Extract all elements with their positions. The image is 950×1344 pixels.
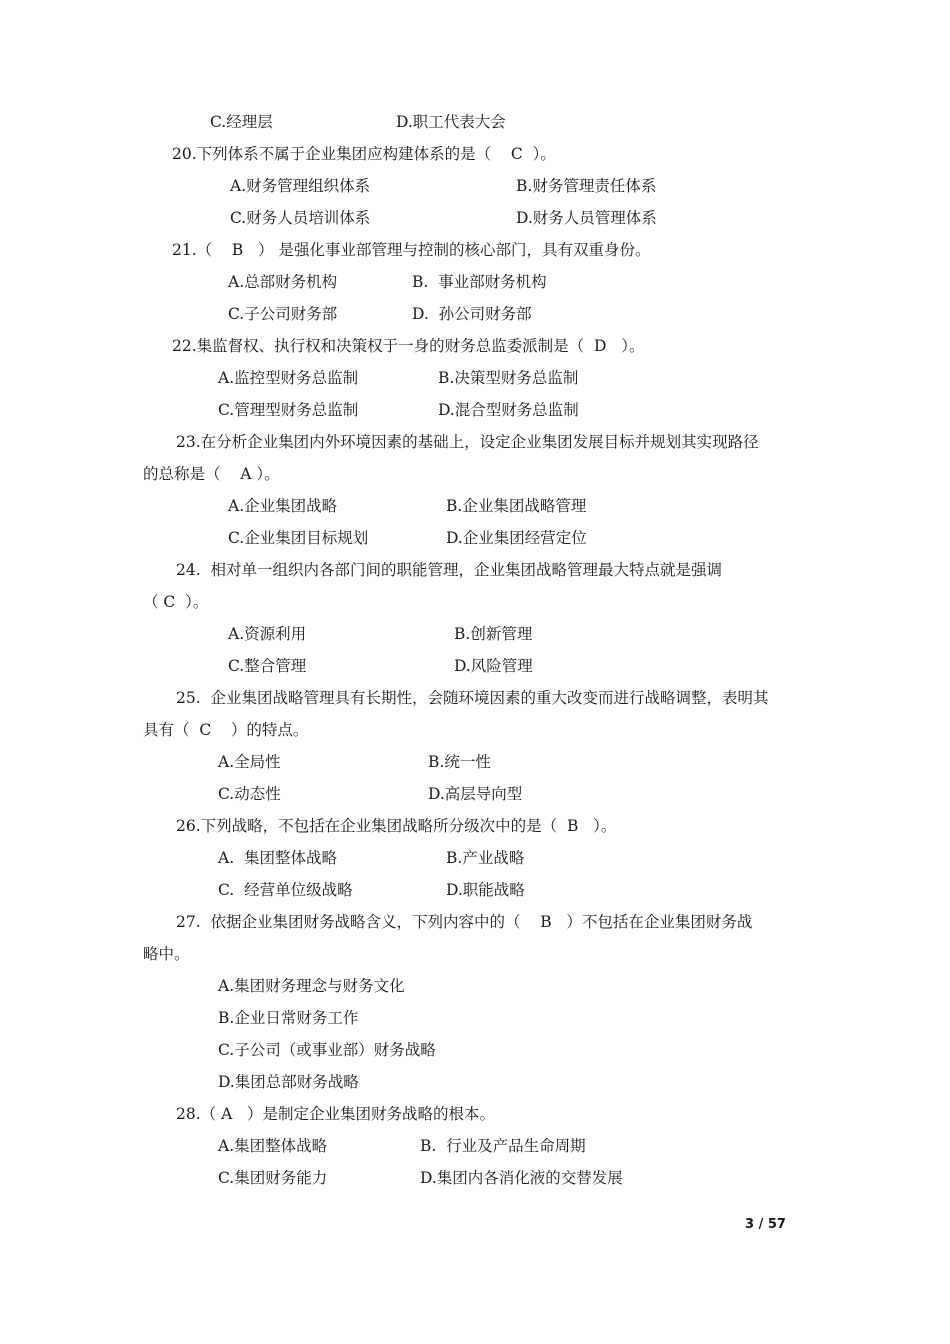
q28-option-a: A.集团整体战略 — [218, 1137, 328, 1155]
q19-option-c: C.经理层 — [210, 113, 273, 131]
q25-option-d: D.高层导向型 — [428, 785, 523, 803]
q21-option-b: B. 事业部财务机构 — [412, 273, 547, 291]
q22-stem: 22.集监督权、执行权和决策权于一身的财务总监委派制是（ D ）。 — [172, 337, 645, 355]
page-number: 3 / 57 — [745, 1217, 786, 1232]
q26-stem: 26.下列战略，不包括在企业集团战略所分级次中的是（ B ）。 — [176, 817, 617, 835]
q23-stem-line2: 的总称是（ A ）。 — [143, 465, 280, 483]
q27-option-d: D.集团总部财务战略 — [218, 1073, 359, 1091]
q26-option-b: B.产业战略 — [446, 849, 525, 867]
q24-option-d: D.风险管理 — [454, 657, 533, 675]
q28-option-d: D.集团内各消化液的交替发展 — [420, 1169, 623, 1187]
q27-stem-line2: 略中。 — [143, 945, 190, 963]
q27-option-b: B.企业日常财务工作 — [218, 1009, 359, 1027]
q22-option-d: D.混合型财务总监制 — [438, 401, 579, 419]
q20-option-a: A.财务管理组织体系 — [230, 177, 371, 195]
q24-stem-line2: （ C ）。 — [143, 593, 209, 611]
q22-option-a: A.监控型财务总监制 — [218, 369, 359, 387]
q23-option-a: A.企业集团战略 — [228, 497, 338, 515]
q20-option-c: C.财务人员培训体系 — [230, 209, 371, 227]
q23-option-b: B.企业集团战略管理 — [446, 497, 587, 515]
q26-option-d: D.职能战略 — [446, 881, 525, 899]
q27-option-a: A.集团财务理念与财务文化 — [218, 977, 405, 995]
q22-option-c: C.管理型财务总监制 — [218, 401, 359, 419]
q24-stem-line1: 24. 相对单一组织内各部门间的职能管理，企业集团战略管理最大特点就是强调 — [176, 561, 723, 579]
q25-option-c: C.动态性 — [218, 785, 281, 803]
q21-option-c: C.子公司财务部 — [228, 305, 338, 323]
q24-option-c: C.整合管理 — [228, 657, 307, 675]
q28-stem: 28.（ A ）是制定企业集团财务战略的根本。 — [176, 1105, 496, 1123]
q28-option-c: C.集团财务能力 — [218, 1169, 328, 1187]
q27-option-c: C.子公司（或事业部）财务战略 — [218, 1041, 436, 1059]
q22-option-b: B.决策型财务总监制 — [438, 369, 579, 387]
q21-option-a: A.总部财务机构 — [228, 273, 338, 291]
q21-option-d: D. 孙公司财务部 — [412, 305, 532, 323]
q23-option-d: D.企业集团经营定位 — [446, 529, 587, 547]
q25-stem-line1: 25. 企业集团战略管理具有长期性，会随环境因素的重大改变而进行战略调整，表明其 — [176, 689, 769, 707]
q19-option-d: D.职工代表大会 — [396, 113, 506, 131]
q23-stem-line1: 23.在分析企业集团内外环境因素的基础上，设定企业集团发展目标并规划其实现路径 — [176, 433, 759, 451]
q20-option-b: B.财务管理责任体系 — [516, 177, 657, 195]
q26-option-c: C. 经营单位级战略 — [218, 881, 353, 899]
q21-stem: 21.（ B ） 是强化事业部管理与控制的核心部门，具有双重身份。 — [172, 241, 651, 259]
q25-stem-line2: 具有（ C ）的特点。 — [143, 721, 309, 739]
q28-option-b: B. 行业及产品生命周期 — [420, 1137, 586, 1155]
q24-option-a: A.资源利用 — [228, 625, 307, 643]
q25-option-a: A.全局性 — [218, 753, 281, 771]
q25-option-b: B.统一性 — [428, 753, 491, 771]
q20-stem: 20.下列体系不属于企业集团应构建体系的是（ C ）。 — [172, 145, 556, 163]
q24-option-b: B.创新管理 — [454, 625, 533, 643]
q20-option-d: D.财务人员管理体系 — [516, 209, 657, 227]
q23-option-c: C.企业集团目标规划 — [228, 529, 369, 547]
q27-stem-line1: 27. 依据企业集团财务战略含义，下列内容中的（ B ）不包括在企业集团财务战 — [176, 913, 753, 931]
q26-option-a: A. 集团整体战略 — [218, 849, 337, 867]
